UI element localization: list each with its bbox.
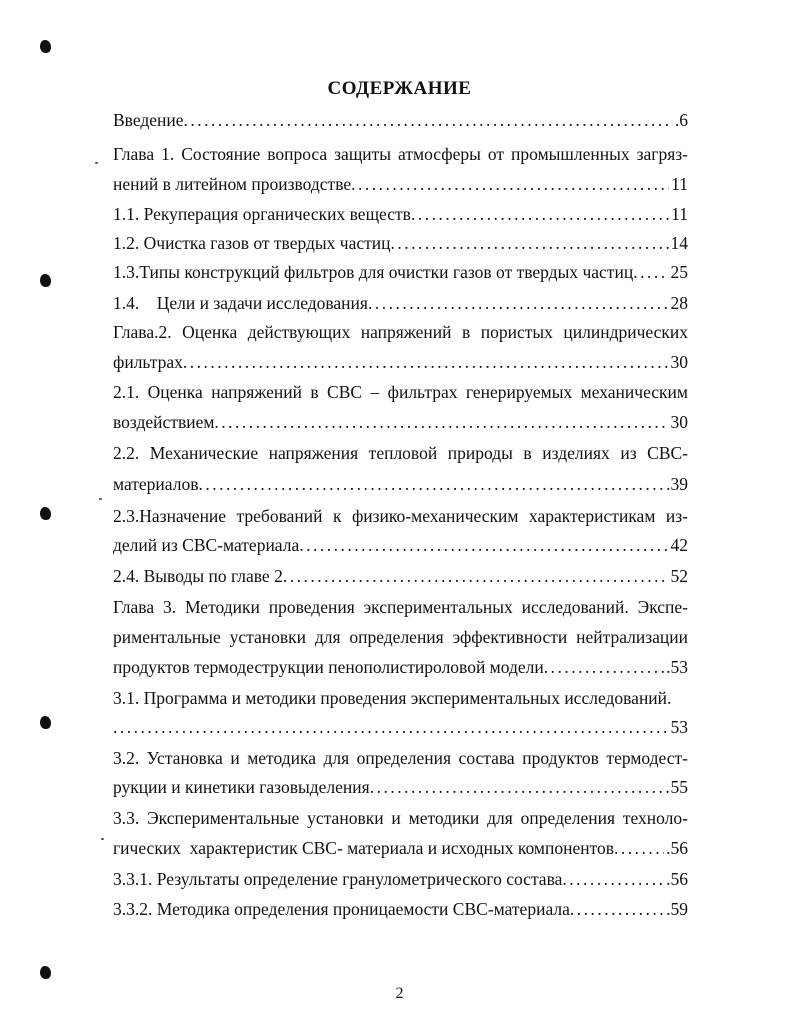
leader-dots xyxy=(411,202,669,226)
toc-entry-text: нений в литейном производстве xyxy=(113,174,352,194)
toc-entry-page: .53 xyxy=(666,657,688,677)
page-title: СОДЕРЖАНИЕ xyxy=(327,78,472,99)
toc-entry-text: фильтрах xyxy=(113,352,183,372)
toc-entry-1-4 xyxy=(113,291,688,315)
toc-entry-text: 2.4. Выводы по главе 2 xyxy=(113,566,283,586)
toc-entry-ch2-line1: Глава.2. Оценка действующих напряжений в пористых цилиндрических xyxy=(113,322,688,342)
toc-entry-text: рукции и кинетики газовыделения xyxy=(113,777,370,797)
toc-entry-ch3-line2: риментальные установки для определения эффективности нейтрализации xyxy=(113,627,688,647)
leader-dots xyxy=(183,350,669,374)
toc-entry-1-2 xyxy=(113,231,688,255)
toc-entry-page: .39 xyxy=(666,474,688,494)
leader-dots xyxy=(351,172,669,196)
toc-entry-3-1 xyxy=(113,715,688,739)
leader-dots xyxy=(614,836,664,860)
punch-hole-mark xyxy=(40,507,51,520)
toc-entry-2-4 xyxy=(113,564,688,588)
toc-entry-text: материалов xyxy=(113,474,199,494)
toc-entry-page: .56 xyxy=(666,838,688,858)
toc-entry-page: 11 xyxy=(671,174,688,194)
toc-entry-ch1-line1: Глава 1. Состояние вопроса защиты атмосферы от промышленных загряз- xyxy=(113,144,688,164)
leader-dots xyxy=(113,715,669,739)
toc-entry-2-2-line1: 2.2. Механические напряжения тепловой природы в изделиях из СВС- xyxy=(113,443,688,463)
toc-entry-intro xyxy=(113,108,688,132)
scan-speck xyxy=(95,162,98,164)
leader-dots xyxy=(214,410,668,434)
punch-hole-mark xyxy=(40,716,51,729)
toc-entry-2-3 xyxy=(113,533,688,557)
toc-entry-2-1 xyxy=(113,410,688,434)
toc-entry-text: Введение xyxy=(113,110,184,130)
toc-entry-text: 1.1. Рекуперация органических веществ xyxy=(113,204,411,224)
toc-entry-ch3 xyxy=(113,655,688,679)
toc-entry-ch3-line1: Глава 3. Методики проведения экспериментальных исследований. Экспе- xyxy=(113,597,688,617)
toc-entry-text: 3.3.1. Результаты определение гранулометрического состава xyxy=(113,869,563,889)
leader-dots xyxy=(184,108,673,132)
toc-entry-2-3-line1: 2.3.Назначение требований к физико-механическим характеристикам из- xyxy=(113,506,688,526)
toc-entry-text: делий из СВС-материала xyxy=(113,535,300,555)
leader-dots xyxy=(198,472,664,496)
toc-entry-3-3 xyxy=(113,836,688,860)
toc-entry-text: 1.2. Очистка газов от твердых частиц xyxy=(113,233,391,253)
leader-dots xyxy=(391,231,669,255)
toc-entry-1-3 xyxy=(113,260,688,284)
leader-dots xyxy=(633,260,668,284)
leader-dots xyxy=(562,867,664,891)
toc-entry-page: .6 xyxy=(674,110,688,130)
leader-dots xyxy=(570,897,664,921)
toc-entry-text: воздействием xyxy=(113,412,215,432)
scan-speck xyxy=(101,838,104,840)
toc-entry-text: 1.4. Цели и задачи исследования xyxy=(113,293,368,313)
leader-dots xyxy=(370,775,669,799)
toc-entry-page: 30 xyxy=(670,412,688,432)
toc-entry-3-1-line1: 3.1. Программа и методики проведения экспериментальных исследований. xyxy=(113,688,672,708)
leader-dots xyxy=(544,655,664,679)
toc-entry-3-3-2 xyxy=(113,897,688,921)
toc-entry-1-1 xyxy=(113,202,688,226)
punch-hole-mark xyxy=(40,40,51,53)
toc-entry-text: 3.3.2. Методика определения проницаемости СВС-материала xyxy=(113,899,570,919)
leader-dots xyxy=(299,533,668,557)
leader-dots xyxy=(283,564,669,588)
toc-entry-3-3-1 xyxy=(113,867,688,891)
leader-dots xyxy=(368,291,669,315)
punch-hole-mark xyxy=(40,274,51,287)
toc-entry-text: гических характеристик СВС- материала и исходных компонентов xyxy=(113,838,615,858)
toc-entry-text: 1.3.Типы конструкций фильтров для очистки газов от твердых частиц xyxy=(113,262,634,282)
toc-entry-page: .59 xyxy=(666,899,688,919)
toc-entry-page: 55 xyxy=(670,777,688,797)
toc-entry-page: 42 xyxy=(670,535,688,555)
scan-speck xyxy=(99,498,102,500)
toc-entry-page: 53 xyxy=(670,717,688,737)
toc-entry-text: продуктов термодеструкции пенополистироловой модели xyxy=(113,657,544,677)
toc-entry-2-1-line1: 2.1. Оценка напряжений в СВС – фильтрах генерируемых механическим xyxy=(113,382,688,402)
toc-entry-ch2 xyxy=(113,350,688,374)
toc-entry-3-2 xyxy=(113,775,688,799)
toc-entry-2-2 xyxy=(113,472,688,496)
toc-entry-page: 52 xyxy=(670,566,688,586)
toc-entry-page: 11 xyxy=(671,204,688,224)
toc-entry-page: 30 xyxy=(670,352,688,372)
toc-entry-3-2-line1: 3.2. Установка и методика для определения состава продуктов термодест- xyxy=(113,748,688,768)
toc-entry-page: 25 xyxy=(670,262,688,282)
toc-entry-page: .56 xyxy=(666,869,688,889)
punch-hole-mark xyxy=(40,966,51,979)
toc-entry-ch1 xyxy=(113,172,688,196)
toc-entry-page: 28 xyxy=(670,293,688,313)
toc-entry-page: 14 xyxy=(670,233,688,253)
page-number: 2 xyxy=(395,985,404,1002)
toc-entry-3-3-line1: 3.3. Экспериментальные установки и методики для определения техноло- xyxy=(113,808,688,828)
